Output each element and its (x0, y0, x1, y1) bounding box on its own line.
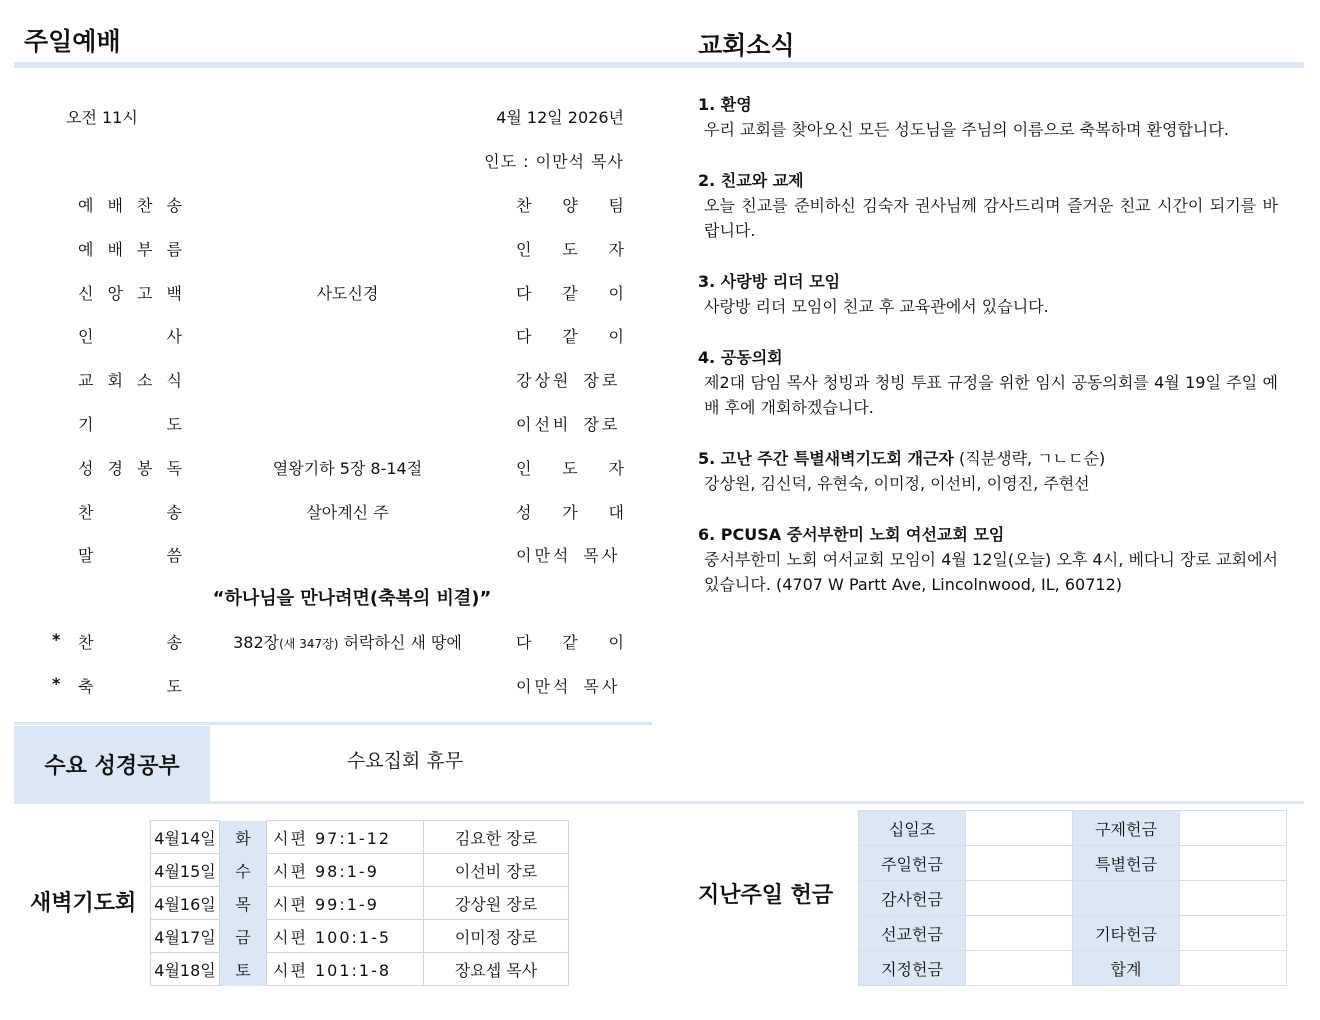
worship-row-label (78, 324, 182, 347)
worship-row-detail: 열왕기하 5장 8-14절 (272, 458, 423, 478)
worship-row-label-char: 찬 (137, 196, 153, 215)
worship-row-label (78, 237, 182, 260)
worship-row (0, 543, 640, 567)
offering-label: 감사헌금 (859, 881, 966, 916)
worship-row-person (516, 324, 624, 347)
worship-title: 주일예배 (24, 27, 121, 56)
worship-row (0, 500, 640, 524)
worship-row-label (78, 456, 182, 479)
worship-row-person-part: 이선비 (516, 415, 572, 434)
worship-row-person-part: 다 (516, 633, 532, 652)
news-item-heading-text: 6. PCUSA 중서부한미 노회 여선교회 모임 (698, 525, 1005, 544)
worship-row-detail: 살아계신 주 (306, 502, 389, 522)
worship-time: 오전 11시 (66, 108, 138, 127)
worship-row-label-char: 름 (166, 239, 182, 259)
dawn-leader: 김요한 장로 (424, 821, 569, 854)
worship-row (0, 412, 640, 436)
table-row (151, 887, 569, 920)
news-item-body: 사랑방 리더 모임이 친교 후 교육관에서 있습니다. (704, 297, 1049, 316)
worship-row-person-part: 이 (608, 283, 624, 303)
worship-row-person-part: 양 (562, 196, 578, 215)
dawn-leader: 이미정 장로 (424, 920, 569, 953)
news-item-heading-text: 1. 환영 (698, 95, 752, 114)
worship-row-label-char: 도 (166, 676, 182, 696)
worship-row-label-char: 백 (166, 283, 182, 303)
hymn-new-number: (새 347장) (279, 637, 339, 651)
table-row (859, 846, 1287, 881)
worship-row-person (516, 674, 624, 697)
worship-row-person-part: 목사 (583, 676, 621, 696)
worship-row-person-part: 이만석 (516, 676, 572, 696)
worship-leader: 인도 : 이만석 목사 (484, 152, 624, 171)
table-row (859, 811, 1287, 846)
worship-row-label (78, 630, 182, 653)
sermon-title: “하나님을 만나려면(축복의 비결)” (212, 588, 492, 609)
worship-row-person-part: 다 (516, 327, 532, 347)
offering-amount (966, 811, 1073, 846)
offering-amount (1180, 951, 1287, 986)
worship-row (0, 368, 640, 392)
dawn-title: 새벽기도회 (30, 891, 137, 916)
news-item (698, 92, 1278, 142)
offering-label: 특별헌금 (1073, 846, 1180, 881)
worship-row-label (78, 368, 182, 391)
worship-row-person-part: 도 (562, 239, 578, 259)
worship-row-label (78, 543, 182, 566)
dawn-weekday: 화 (220, 821, 267, 854)
worship-row (0, 324, 640, 348)
dawn-passage: 시편 99:1-9 (267, 887, 424, 920)
offering-label: 구제헌금 (1073, 811, 1180, 846)
worship-row-label-char: 인 (78, 327, 94, 347)
worship-row-label-char: 송 (166, 502, 182, 522)
worship-row-label-char: 송 (166, 633, 182, 652)
worship-row-label-char: 고 (137, 283, 153, 303)
worship-row-label (78, 674, 182, 697)
worship-row-person-part: 가 (562, 502, 578, 522)
worship-row-label-char: 독 (166, 458, 182, 478)
offering-amount (1180, 916, 1287, 951)
offering-label: 합계 (1073, 951, 1180, 986)
worship-row-label-char: 말 (78, 546, 94, 566)
news-item (698, 446, 1278, 496)
news-item (698, 522, 1278, 597)
news-item-heading-text: 3. 사랑방 리더 모임 (698, 272, 841, 291)
news-item-body: 강상원, 김신덕, 유현숙, 이미정, 이선비, 이영진, 주현선 (704, 474, 1090, 493)
dawn-leader: 이선비 장로 (424, 854, 569, 887)
worship-row (0, 237, 640, 261)
news-item-body: 우리 교회를 찾아오신 모든 성도님을 주님의 이름으로 축복하며 환영합니다. (704, 120, 1229, 139)
dawn-passage: 시편 101:1-8 (267, 953, 424, 986)
offering-label: 기타헌금 (1073, 916, 1180, 951)
worship-row-person-part: 성 (516, 502, 532, 522)
news-item-heading (698, 522, 1278, 547)
dawn-weekday: 토 (220, 953, 267, 986)
worship-row-person-part: 찬 (516, 196, 532, 215)
news-item (698, 269, 1278, 319)
dawn-date: 4월15일 (151, 854, 220, 887)
worship-row-label-char: 경 (107, 458, 123, 478)
worship-date: 4월 12일 2026년 (496, 108, 624, 127)
worship-row-label-char: 배 (107, 239, 123, 259)
worship-row-label-char: 앙 (107, 283, 123, 303)
worship-row (0, 630, 640, 654)
worship-row-person-part: 이 (608, 327, 624, 347)
offering-label: 지정헌금 (859, 951, 966, 986)
worship-row-person (516, 412, 624, 435)
dawn-date: 4월17일 (151, 920, 220, 953)
table-row (151, 821, 569, 854)
news-item-heading-text: 2. 친교와 교제 (698, 171, 804, 190)
worship-row-label-char: 성 (78, 458, 94, 478)
worship-row-detail (220, 630, 475, 653)
news-title: 교회소식 (698, 31, 795, 60)
worship-row-person-part: 이만석 (516, 546, 572, 566)
worship-row-person-part: 대 (608, 502, 624, 522)
worship-row-label-char: 소 (137, 371, 153, 391)
worship-row-person (516, 281, 624, 304)
offering-amount (966, 916, 1073, 951)
worship-row-person (516, 368, 624, 391)
news-item-body: 중서부한미 노회 여서교회 모임이 4월 12일(오늘) 오후 4시, 베다니 장로 교회에서 있습니다. (4707 W Partt Ave, Lincolnwood, IL, 60712) (704, 550, 1278, 594)
worship-row (0, 193, 640, 217)
offering-label (1073, 881, 1180, 916)
table-row (859, 881, 1287, 916)
dawn-weekday: 목 (220, 887, 267, 920)
offering-label: 선교헌금 (859, 916, 966, 951)
worship-row (0, 674, 640, 698)
worship-row-person-part: 인 (516, 239, 532, 259)
worship-row-label-char: 도 (166, 415, 182, 434)
worship-row-person-part: 목사 (583, 546, 621, 566)
worship-row-label-char: 찬 (78, 502, 94, 522)
dawn-table (150, 820, 569, 986)
dawn-weekday: 금 (220, 920, 267, 953)
worship-row-person-part: 같 (562, 283, 578, 303)
news-item-body: 오늘 친교를 준비하신 김숙자 권사님께 감사드리며 즐거운 친교 시간이 되기를 바랍니다. (704, 196, 1278, 240)
worship-row-label-char: 축 (78, 676, 94, 696)
worship-row-person-part: 장로 (583, 371, 621, 391)
worship-row-label-char: 예 (78, 239, 94, 259)
news-item (698, 168, 1278, 243)
news-item-body: 제2대 담임 목사 청빙과 청빙 투표 규정을 위한 임시 공동의회를 4월 19일 주일 예배 후에 개회하겠습니다. (704, 373, 1278, 417)
offering-amount (966, 881, 1073, 916)
worship-row-person (516, 543, 624, 566)
dawn-passage: 시편 100:1-5 (267, 920, 424, 953)
worship-row-person (516, 237, 624, 260)
dawn-passage: 시편 98:1-9 (267, 854, 424, 887)
offering-amount (966, 846, 1073, 881)
header-rule (14, 62, 1304, 68)
worship-row-person (516, 456, 624, 479)
offering-amount (966, 951, 1073, 986)
worship-row-person-part: 자 (608, 239, 624, 259)
worship-row-detail: 사도신경 (316, 283, 379, 303)
news-item-heading-note: (직분생략, ㄱㄴㄷ순) (953, 449, 1106, 468)
worship-row-label (78, 412, 182, 435)
worship-row-person-part: 장로 (583, 415, 621, 434)
dawn-date: 4월16일 (151, 887, 220, 920)
worship-row-star: * (52, 673, 61, 693)
worship-row-label-char: 송 (166, 196, 182, 215)
hymn-title: 허락하신 새 땅에 (338, 633, 462, 652)
offering-amount (1180, 811, 1287, 846)
worship-row (0, 456, 640, 480)
dawn-date: 4월14일 (151, 821, 220, 854)
table-row (151, 953, 569, 986)
wednesday-notice: 수요집회 휴무 (346, 750, 464, 772)
worship-row-label (78, 193, 182, 216)
worship-row-label-char: 씀 (166, 546, 182, 566)
news-item (698, 345, 1278, 420)
offering-label: 주일헌금 (859, 846, 966, 881)
offering-title: 지난주일 헌금 (698, 883, 834, 908)
news-item-heading-text: 4. 공동의회 (698, 348, 783, 367)
worship-row-person (516, 630, 624, 653)
worship-row-person (516, 500, 624, 523)
dawn-date: 4월18일 (151, 953, 220, 986)
worship-row-person-part: 같 (562, 633, 578, 652)
worship-row-label-char: 배 (107, 196, 123, 215)
dawn-leader: 강상원 장로 (424, 887, 569, 920)
wednesday-title: 수요 성경공부 (14, 726, 210, 802)
offering-amount (1180, 881, 1287, 916)
worship-row-star: * (52, 630, 61, 649)
table-row (151, 920, 569, 953)
dawn-leader: 장요셉 목사 (424, 953, 569, 986)
offering-label: 십일조 (859, 811, 966, 846)
worship-row-label-char: 신 (78, 283, 94, 303)
table-row (859, 951, 1287, 986)
news-item-heading (698, 168, 1278, 193)
worship-row-label-char: 예 (78, 196, 94, 215)
worship-row-person-part: 다 (516, 283, 532, 303)
worship-row-person-part: 인 (516, 458, 532, 478)
worship-row-person-part: 이 (608, 633, 624, 652)
worship-row-label-char: 회 (107, 371, 123, 391)
offering-table (858, 810, 1287, 986)
worship-row (0, 281, 640, 305)
news-item-heading (698, 92, 1278, 117)
worship-row-person-part: 도 (562, 458, 578, 478)
worship-row-person-part: 자 (608, 458, 624, 478)
dawn-passage: 시편 97:1-12 (267, 821, 424, 854)
news-item-heading-text: 5. 고난 주간 특별새벽기도회 개근자 (698, 449, 954, 468)
worship-row-label-char: 사 (166, 327, 182, 347)
worship-row-label (78, 500, 182, 523)
worship-row-label-char: 부 (137, 239, 153, 259)
worship-row-person (516, 193, 624, 216)
worship-row-label-char: 교 (78, 371, 94, 391)
worship-row-person-part: 강상원 (516, 371, 572, 391)
news-item-heading (698, 345, 1278, 370)
worship-row-person-part: 팀 (608, 196, 624, 215)
table-row (859, 916, 1287, 951)
news-item-heading (698, 269, 1278, 294)
worship-row-label-char: 찬 (78, 633, 94, 652)
worship-row-label-char: 봉 (137, 458, 153, 478)
offering-amount (1180, 846, 1287, 881)
news-item-heading (698, 446, 1278, 471)
worship-row-label-char: 기 (78, 415, 94, 434)
table-row (151, 854, 569, 887)
worship-row-label-char: 식 (166, 371, 182, 391)
worship-row-label (78, 281, 182, 304)
wed-top-rule (14, 722, 652, 725)
worship-row-person-part: 같 (562, 327, 578, 347)
hymn-number: 382장 (233, 633, 280, 652)
dawn-weekday: 수 (220, 854, 267, 887)
